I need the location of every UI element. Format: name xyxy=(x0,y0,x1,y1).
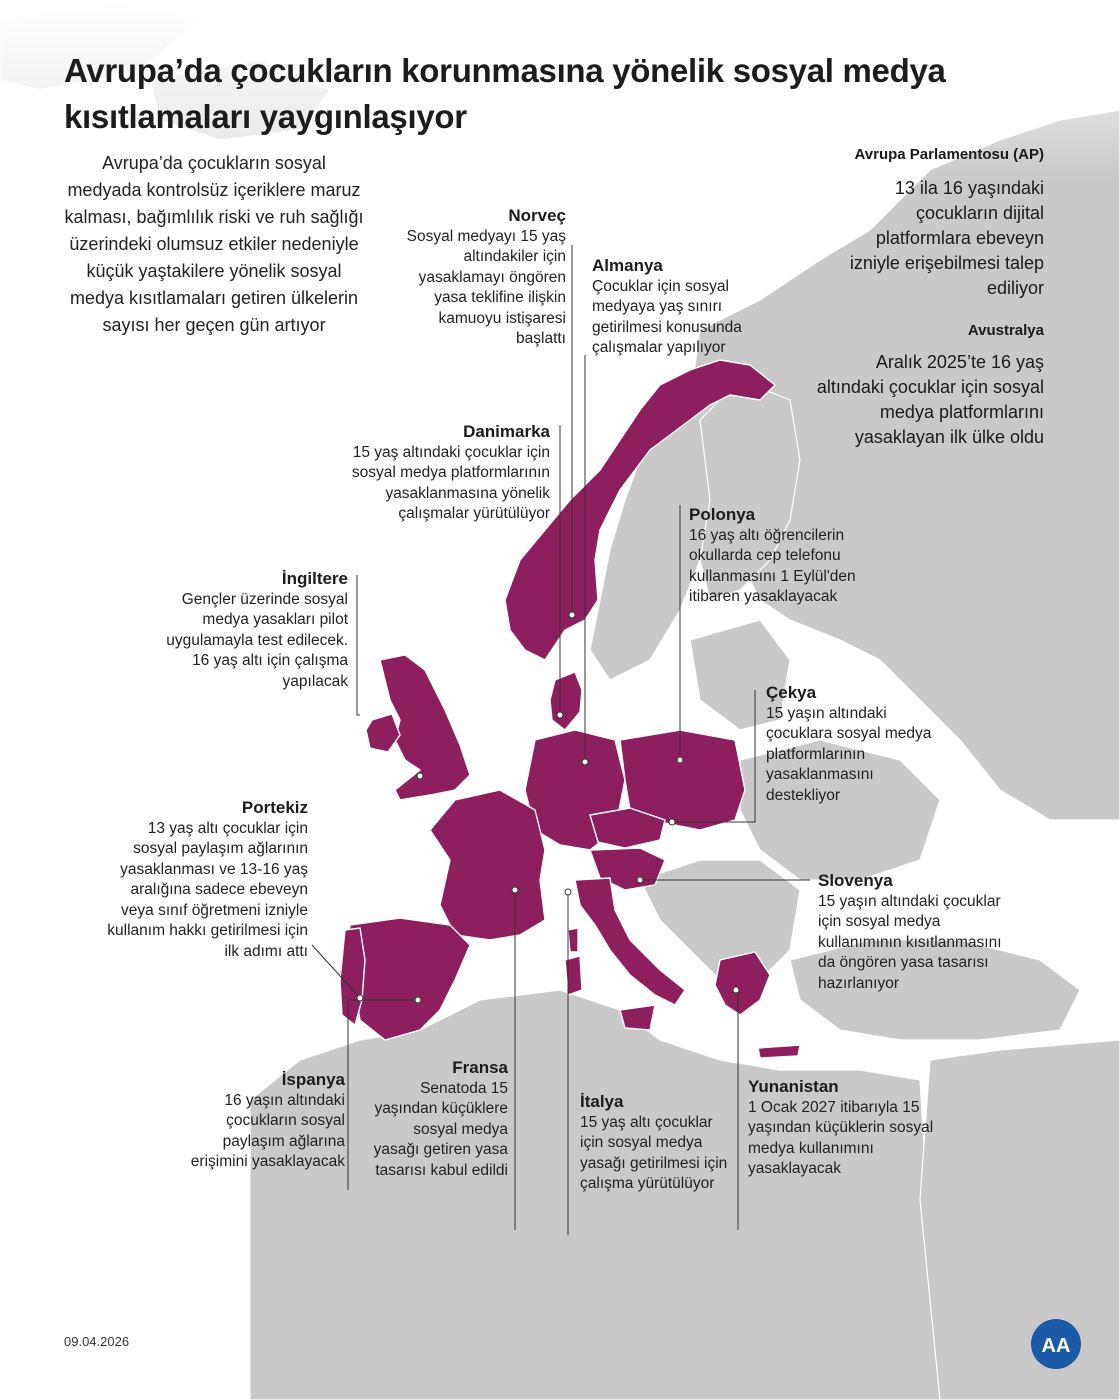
dot-portugal xyxy=(357,995,363,1001)
label-portugal-text: 13 yaş altı çocuklar için sosyal paylaşım ağlarının yasaklanması ve 13-16 yaş aralığına sadece ebeveyn veya sınıf öğretmeni izniyle kullanım hakkı getirilmesi için ilk adımı attı xyxy=(107,819,308,960)
label-portugal-name: Portekiz xyxy=(241,798,308,817)
label-france-text: Senatoda 15 yaşından küçüklere sosyal medya yasağı getiren yasa tasarısı kabul edildi xyxy=(373,1079,508,1179)
aa-logo-text: AA xyxy=(1041,1335,1071,1357)
label-italy-name: İtalya xyxy=(580,1092,624,1111)
dot-czechia xyxy=(669,819,675,825)
country-crete xyxy=(758,1045,800,1058)
country-ireland xyxy=(366,714,400,752)
label-denmark xyxy=(350,422,550,525)
label-slovenia-text: 15 yaşın altındaki çocuklar için sosyal medya kullanımının kısıtlanmasını da öngören yasa tasarısı hazırlanıyor xyxy=(818,892,1002,992)
label-portugal xyxy=(100,798,308,962)
label-greece-text: 1 Ocak 2027 itibarıyla 15 yaşından küçüklerin sosyal medya kullanımını yasaklayacak xyxy=(748,1098,934,1177)
label-czechia-name: Çekya xyxy=(766,683,817,702)
dot-greece xyxy=(733,987,739,993)
ap-title: Avrupa Parlamentosu (AP) xyxy=(854,146,1044,163)
label-france xyxy=(368,1058,508,1181)
land-north-africa xyxy=(250,990,940,1400)
dot-slovenia xyxy=(637,877,643,883)
label-germany-name: Almanya xyxy=(592,256,663,275)
label-norway-text: Sosyal medyayı 15 yaş altındakiler için yasaklamayı öngören yasa teklifine ilişkin kamuoyu istişaresi başlattı xyxy=(406,227,566,347)
label-poland-name: Polonya xyxy=(689,505,756,524)
au-text: Aralık 2025’te 16 yaş altındaki çocuklar için sosyal medya platformlarını yasaklayan ilk ülke oldu xyxy=(816,352,1044,447)
ap-text: 13 ila 16 yaşındaki çocukların dijital platformlara ebeveyn izniyle erişebilmesi talep ediliyor xyxy=(849,178,1044,298)
label-denmark-text: 15 yaş altındaki çocuklar için sosyal medya platformlarının yasaklanmasına yönelik çalışmalar yürütülüyor xyxy=(351,443,550,522)
country-sicily xyxy=(620,1005,655,1030)
label-spain-text: 16 yaşın altındaki çocukların sosyal paylaşım ağlarına erişimini yasaklayacak xyxy=(190,1091,345,1170)
land-middle-east xyxy=(920,1040,1120,1400)
label-germany-text: Çocuklar için sosyal medyaya yaş sınırı getirilmesi konusunda çalışmalar yapılıyor xyxy=(592,277,742,356)
label-greece-name: Yunanistan xyxy=(748,1077,839,1096)
label-italy-text: 15 yaş altı çocuklar için sosyal medya yasağı getirilmesi için çalışma yürütülüyor xyxy=(580,1113,728,1192)
dot-italy xyxy=(565,889,571,895)
dot-spain xyxy=(415,997,421,1003)
label-greece xyxy=(748,1077,938,1180)
label-czechia-text: 15 yaşın altındaki çocuklara sosyal medya platformlarının yasaklanmasını destekliyor xyxy=(766,704,932,804)
dot-uk xyxy=(417,773,423,779)
label-germany xyxy=(592,256,772,359)
label-uk-text: Gençler üzerinde sosyal medya yasakları pilot uygulamayla test edilecek. 16 yaş altı için çalışma yapılacak xyxy=(166,590,348,690)
label-norway xyxy=(390,206,566,350)
date-label: 09.04.2026 xyxy=(64,1334,130,1349)
country-greece xyxy=(715,952,770,1015)
country-denmark xyxy=(550,672,582,730)
au-title: Avustralya xyxy=(967,322,1044,339)
intro-text: Avrupa’da çocukların sosyal medyada kontrolsüz içeriklere maruz kalması, bağımlılık riski ve ruh sağlığı üzerindeki olumsuz etkiler nedeniyle küçük yaştakilere yönelik sosyal medya kısıtlamaları getiren ülkelerin sayısı her geçen gün artıyor xyxy=(64,153,364,335)
country-france xyxy=(430,790,545,940)
dot-norway xyxy=(569,612,575,618)
dot-poland xyxy=(677,757,683,763)
label-poland-text: 16 yaş altı öğrencilerin okullarda cep telefonu kullanmasını 1 Eylül'den itibaren yasaklayacak xyxy=(689,526,856,605)
label-slovenia-name: Slovenya xyxy=(818,871,893,890)
dot-france xyxy=(512,887,518,893)
label-italy xyxy=(580,1092,730,1195)
label-norway-name: Norveç xyxy=(508,206,566,225)
label-spain-name: İspanya xyxy=(281,1070,345,1089)
label-denmark-name: Danimarka xyxy=(463,422,550,441)
label-uk-name: İngiltere xyxy=(281,569,348,588)
label-czechia xyxy=(766,683,951,806)
label-france-name: Fransa xyxy=(452,1058,508,1077)
label-spain xyxy=(190,1070,345,1173)
dot-denmark xyxy=(557,712,563,718)
label-uk xyxy=(160,569,348,692)
label-slovenia xyxy=(818,871,1003,994)
country-corsica xyxy=(568,928,578,952)
page-title: Avrupa’da çocukların korunmasına yönelik sosyal medya kısıtlamaları yaygınlaşıyor xyxy=(64,52,946,135)
label-poland xyxy=(689,505,869,608)
dot-germany xyxy=(582,759,588,765)
aa-logo-icon xyxy=(1030,1318,1082,1370)
